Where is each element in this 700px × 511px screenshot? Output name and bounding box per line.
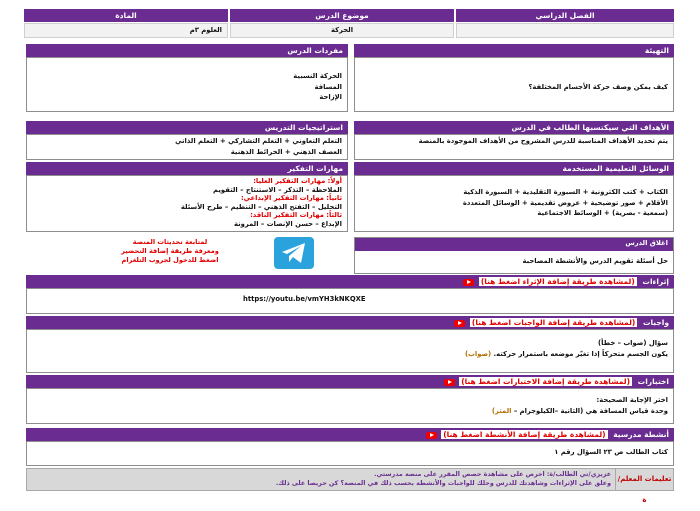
youtube-icon[interactable] — [454, 320, 465, 327]
tests-link[interactable]: (لمشاهدة طريقة إضافة الاختبارات اضغط هنا) — [461, 377, 631, 386]
activities-header — [26, 428, 674, 441]
strategies-box — [26, 134, 348, 160]
tests-box — [26, 388, 674, 424]
enrichment-title: إثراءات — [642, 277, 669, 286]
prep-header: التهيئة — [354, 44, 674, 57]
activities-text: كتاب الطالب ص ٢٣ السؤال رقم ١ — [554, 448, 668, 456]
teacher-notes-title: تعليمات المعلم/ة — [615, 469, 673, 490]
homework-question-label: سؤال (صواب – خطأ) — [598, 339, 668, 347]
telegram-icon[interactable] — [274, 237, 314, 269]
youtube-icon[interactable] — [426, 432, 437, 439]
closing-box — [354, 237, 674, 274]
homework-link[interactable]: (لمشاهدة طريقة إضافة الواجبات اضغط هنا) — [471, 318, 636, 327]
activities-link[interactable]: (لمشاهدة طريقة إضافة الأنشطة اضغط هنا) — [443, 430, 606, 439]
tests-question-text: وحدة قياس المسافة هي (الثانية –الكيلوجرام – — [513, 406, 668, 415]
goals-header: الأهداف التي سيكتسبها الطالب في الدرس — [354, 121, 674, 134]
tests-header — [26, 375, 674, 388]
homework-header — [26, 316, 674, 329]
telegram-promo-line: اضغط للدخول لجروب التلغرام — [121, 256, 219, 264]
thinking-s1-title: أولاً: مهارات التفكير العليا: — [253, 177, 342, 185]
strategies-header: استراتيجيات التدريس — [26, 121, 348, 134]
enrichment-link[interactable]: (لمشاهدة طريقة إضافة الإثراء اضغط هنا) — [480, 277, 635, 286]
homework-box — [26, 329, 674, 373]
telegram-promo-line: لمتابعة تحديثات المنصة — [132, 238, 208, 246]
aids-line: الكتاب + كتب الكترونية + السبورة التقليدية + السبورة الذكية — [463, 188, 668, 196]
enrichment-box — [26, 288, 674, 314]
aids-line: الأقلام + صور توضيحية + عروض تقديمية + الوسائل المتعددة — [462, 198, 668, 207]
thinking-s1-text: الملاحظة – التذكر – الاستنتاج – التقويم — [213, 185, 342, 194]
thinking-s2-title: ثانياً: مهارات التفكير الإبداعي: — [240, 194, 342, 202]
subject-value: العلوم ٣م — [24, 23, 228, 38]
aids-line: (سمعية - بصرية) + الوسائط الاجتماعية — [537, 209, 668, 217]
thinking-box — [26, 175, 348, 232]
teacher-notes-box — [26, 468, 674, 504]
telegram-promo-line: ومعرفة طريقة إضافة التحضير — [121, 247, 219, 255]
closing-text: حل أسئلة تقويم الدرس والأنشطة المصاحبة — [522, 257, 668, 265]
semester-value — [456, 23, 674, 38]
closing-header: اغلاق الدرس — [355, 238, 673, 251]
paper-plane-icon — [274, 237, 314, 269]
topic-header: موضوع الدرس — [230, 9, 454, 22]
homework-question-text: يكون الجسم متحركاً إذا تغيّر موضعه باستمرار حركته. — [493, 349, 668, 358]
semester-header: الفصل الدراسي — [456, 9, 674, 22]
teacher-notes-line: وعلق على الإثراءات وشاهدتك للدرس وحلك للواجبات والأنشطة بحسب ذلك في المنصة؟ كن حريصا على ذلك. — [275, 480, 611, 487]
topic-value: الحركة — [230, 23, 454, 38]
strategies-line: التعلم التعاوني + التعلم التشاركي + التعلم الذاتي — [175, 137, 342, 145]
prep-question: كيف يمكن وصف حركة الأجسام المختلفة؟ — [528, 83, 668, 91]
aids-box — [354, 175, 674, 232]
subject-header: المادة — [24, 9, 228, 22]
activities-title: أنشطة مدرسية — [613, 430, 669, 439]
vocab-item: الإزاحة — [319, 93, 342, 101]
tests-question — [27, 407, 673, 418]
tests-answer: المتر) — [491, 406, 512, 415]
homework-question — [27, 350, 673, 361]
tests-title: اختبارات — [637, 377, 669, 386]
strategies-line: العصف الذهني + الخرائط الذهنية — [230, 147, 342, 156]
homework-answer: (صواب) — [464, 349, 492, 358]
youtube-icon[interactable] — [463, 279, 474, 286]
activities-box — [26, 441, 674, 466]
youtube-icon[interactable] — [444, 379, 455, 386]
vocab-box — [26, 57, 348, 112]
thinking-s2-text: التحليل – التفتح الذهني – التنظيم – طرح الأسئلة — [180, 202, 342, 211]
enrichment-header — [26, 275, 674, 288]
tests-question-label: اختر الإجابة الصحيحة: — [596, 396, 668, 404]
goals-box — [354, 134, 674, 160]
prep-box — [354, 57, 674, 112]
thinking-s3-text: الإبداع – حسن الإنصات – المرونة — [234, 219, 342, 228]
homework-title: واجبات — [642, 318, 669, 327]
enrichment-url[interactable]: https://youtu.be/vmYH3kNKQXE — [243, 295, 366, 303]
thinking-s3-title: ثالثاً: مهارات التفكير الناقد: — [250, 211, 342, 219]
aids-header: الوسائل التعليمية المستخدمة — [354, 162, 674, 175]
vocab-header: مفردات الدرس — [26, 44, 348, 57]
teacher-notes-content — [31, 470, 611, 488]
teacher-notes-line: عزيزي/تي الطالب/ة: احرص على مشاهدة حصص المقرر على منصة مدرستي. — [374, 471, 611, 478]
goals-text: يتم تحديد الأهداف المناسبة للدرس المشروح من الأهداف الموجودة بالمنصة — [418, 137, 668, 145]
thinking-header: مهارات التفكير — [26, 162, 348, 175]
vocab-item: الحركة النسبية — [293, 72, 342, 80]
vocab-item: المسافة — [314, 82, 342, 91]
telegram-promo-text[interactable] — [118, 238, 222, 274]
